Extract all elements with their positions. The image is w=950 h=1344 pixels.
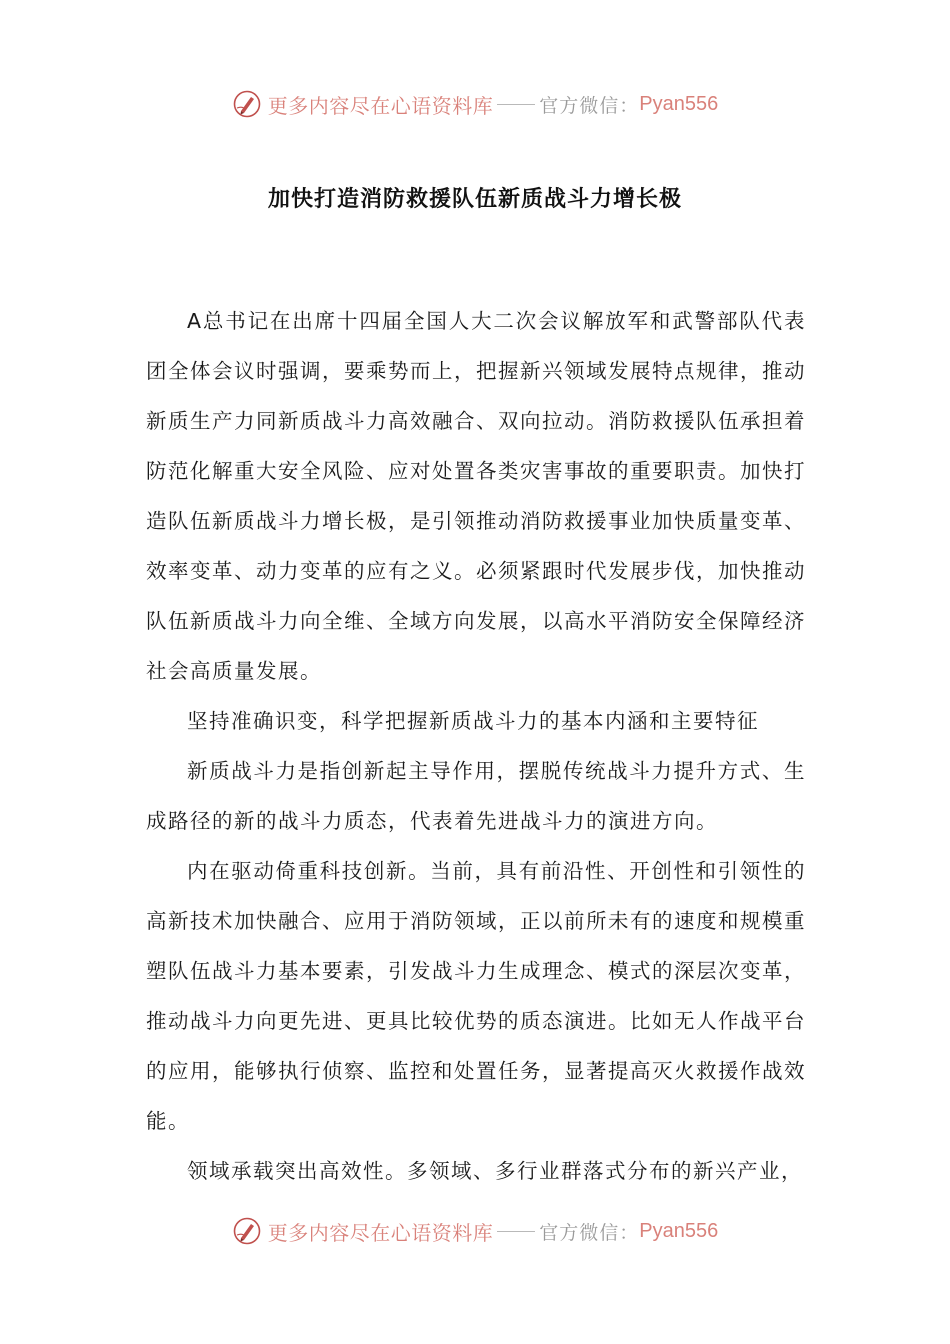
paragraph-1: A总书记在出席十四届全国人大二次会议解放军和武警部队代表团全体会议时强调，要乘势而上，把握新兴领域发展特点规律，推动新质生产力同新质战斗力高效融合、双向拉动。消防救援队伍承担着防范化解重大安全风险、应对处置各类灾害事故的重要职责。加快打造队伍新质战斗力增长极，是引领推动消防救援事业加快质量变革、效率变革、动力变革的应有之义。必须紧跟时代发展步伐，加快推动队伍新质战斗力向全维、全域方向发展，以高水平消防安全保障经济社会高质量发展。 [146, 309, 806, 683]
wechat-label: 官方微信： [539, 1221, 640, 1244]
divider [497, 104, 535, 105]
document-body [146, 296, 806, 1196]
divider [497, 1231, 535, 1232]
paragraph-2: 坚持准确识变，科学把握新质战斗力的基本内涵和主要特征 [187, 709, 759, 733]
pen-nib-logo-icon [232, 1216, 262, 1246]
paragraph-5: 领域承载突出高效性。多领域、多行业群落式分布的新兴产业， [187, 1159, 803, 1183]
wechat-id: Pyan556 [639, 1219, 719, 1242]
wechat-label: 官方微信： [539, 94, 640, 117]
site-name: 更多内容尽在心语资料库 [267, 93, 494, 118]
site-name: 更多内容尽在心语资料库 [267, 1220, 494, 1245]
pen-nib-logo-icon [232, 89, 262, 119]
header-banner [0, 84, 950, 124]
footer-banner [0, 1211, 950, 1251]
paragraph-4: 内在驱动倚重科技创新。当前，具有前沿性、开创性和引领性的高新技术加快融合、应用于消防领域，正以前所未有的速度和规模重塑队伍战斗力基本要素，引发战斗力生成理念、模式的深层次变革，推动战斗力向更先进、更具比较优势的质态演进。比如无人作战平台的应用，能够执行侦察、监控和处置任务，显著提高灭火救援作战效能。 [146, 859, 806, 1133]
paragraph-3: 新质战斗力是指创新起主导作用，摆脱传统战斗力提升方式、生成路径的新的战斗力质态，代表着先进战斗力的演进方向。 [146, 759, 806, 833]
wechat-id: Pyan556 [639, 92, 719, 115]
page-title: 加快打造消防救援队伍新质战斗力增长极 [267, 187, 682, 212]
